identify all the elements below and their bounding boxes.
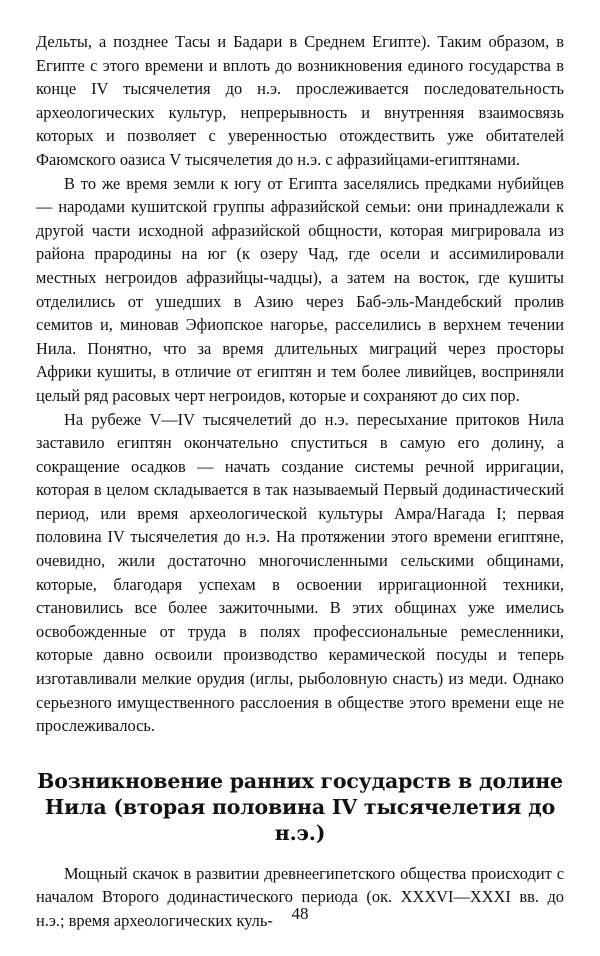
paragraph-irrigation: На рубеже V—IV тысячелетий до н.э. пересыхание притоков Нила заставило египтян окончательно спуститься в самую его долину, а сокращение осадков — начать создание системы речной ирригации, которая в целом складывается в так называемый Первый додинастический период, или время археологической культуры Амра/Нагада I; первая половина IV тысячелетия до н.э. На протяжении этого времени египтяне, очевидно, жили достаточно многочисленными сельскими общинами, которые, благодаря успехам в освоении ирригационной техники, становились все более зажиточными. В этих общинах уже имелись освобожденные от труда в полях профессиональные ремесленники, которые давно освоили производство керамической посуды и теперь изготавливали мелкие орудия (иглы, рыболовную снасть) из меди. Однако серьезного имущественного расслоения в обществе этого времени еще не прослеживалось. [36,409,564,736]
paragraph-second-predynastic: Мощный скачок в развитии древнеегипетского общества происходит с началом Второго додинастического периода (ок. XXXVI—XXXI вв. до н.э.; время археологических куль- [36,863,564,930]
paragraph-nubians: В то же время земли к югу от Египта заселялись предками нубийцев — народами кушитской группы афразийской семьи: они принадлежали к другой части исходной афразийской общности, которая мигрировала из района прародины на юг (к озеру Чад, где осели и ассимилировали местных негроидов афразийцы-чадцы), а затем на восток, где кушиты отделились от ушедших в Азию через Баб-эль-Мандебский пролив семитов и, миновав Эфиопское нагорье, расселились в верхнем течении Нила. Понятно, что за время длительных миграций через просторы Африки кушиты, в отличие от египтян и тем более ливийцев, восприняли целый ряд расовых черт негроидов, которые и сохраняют до сих пор. [36,173,564,405]
section-heading: Возникновение ранних государств в долине Нила (вторая половина IV тысячелетия до н.э.) [37,768,563,845]
page-number: 48 [291,904,309,923]
page-body [36,30,564,933]
paragraph-continuation: Дельты, а позднее Тасы и Бадари в Среднем Египте). Таким образом, в Египте с этого времени и вплоть до возникновения единого государства в конце IV тысячелетия до н.э. прослеживается последовательность археологических культур, непрерывность и внутренняя взаимосвязь которых и позволяет с уверенностью отождествить уже обитателей Фаюмского оазиса V тысячелетия до н.э. с афразийцами-египтянами. [36,32,564,169]
